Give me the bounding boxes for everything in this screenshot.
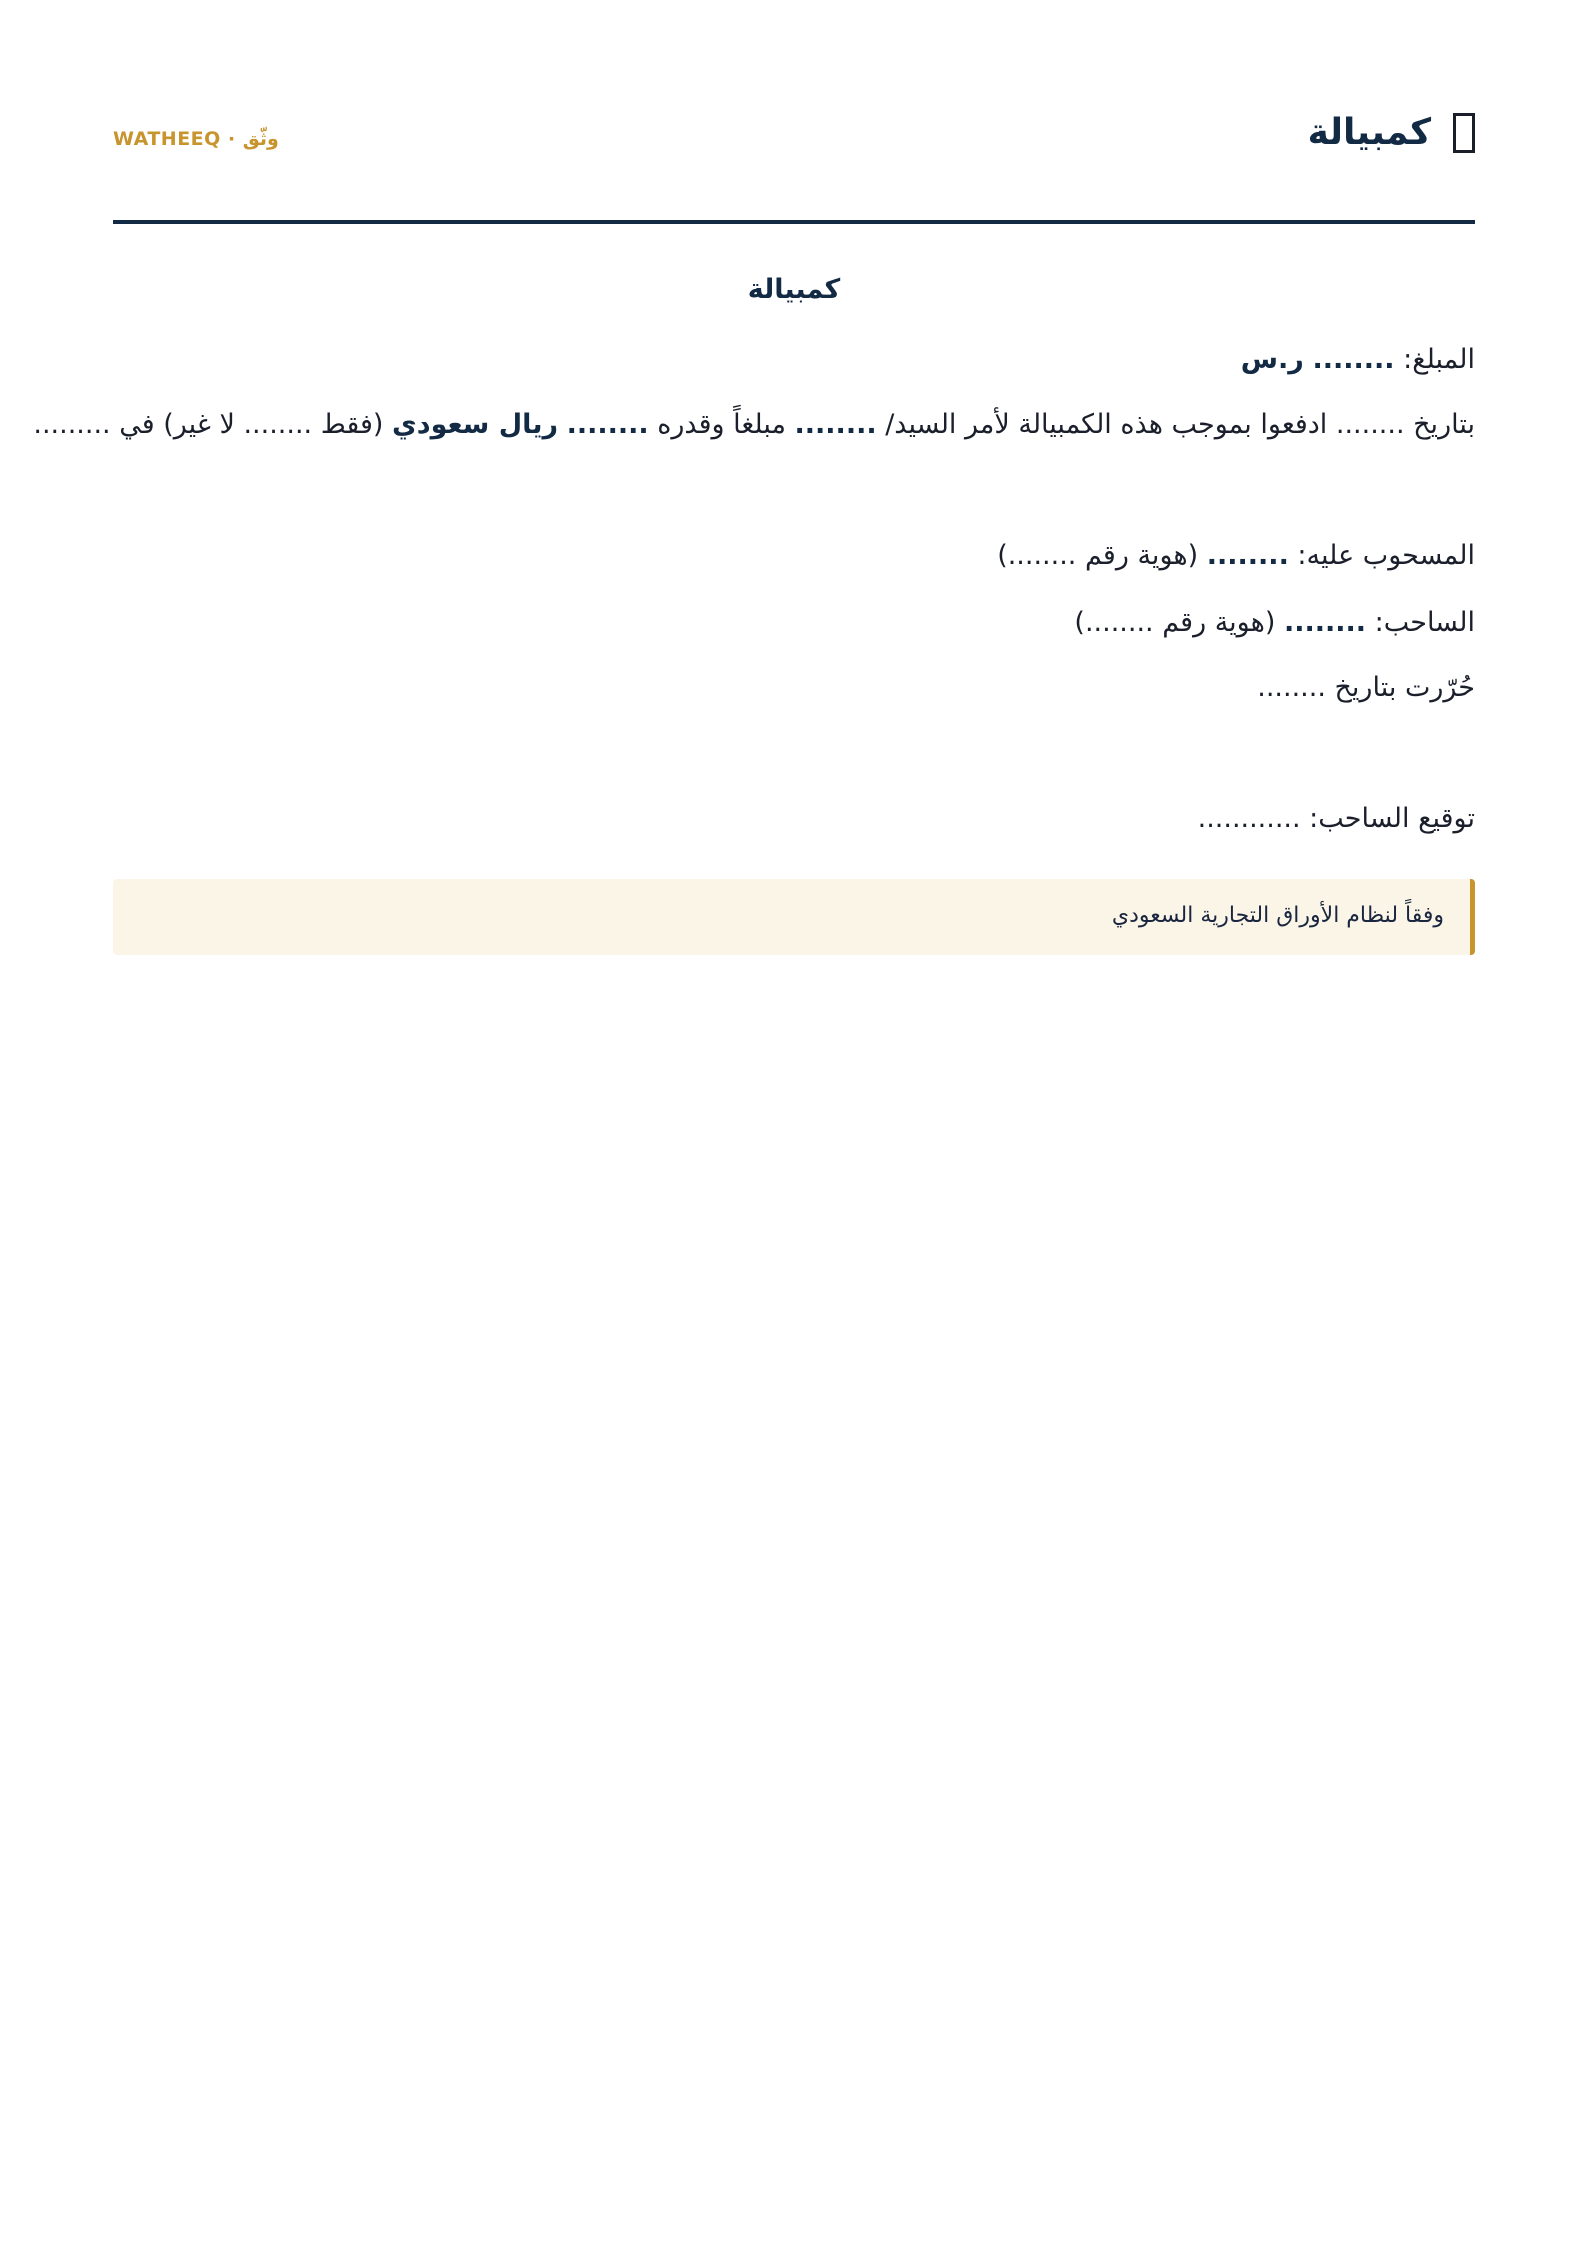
drawee-line — [113, 538, 1475, 573]
brand-en: WATHEEQ — [113, 128, 221, 150]
bill-text-part-2: مبلغاً وقدره — [657, 409, 786, 441]
bill-text-part-3: (فقط ........ لا غير) في ......... — [33, 409, 384, 441]
payee-blank: ........ — [794, 409, 877, 441]
currency-words: ريال سعودي — [392, 409, 558, 441]
drawer-blank: ........ — [1284, 607, 1367, 639]
drawer-id: (هوية رقم ........) — [1074, 607, 1276, 639]
issued-date-line: حُرّرت بتاريخ ........ — [1257, 672, 1475, 704]
page-title: كمبيالة — [1307, 112, 1431, 153]
brand-ar: وثّق — [242, 128, 279, 150]
drawee-label: المسحوب عليه: — [1297, 540, 1475, 572]
amount-words-blank: ........ — [566, 409, 649, 441]
document-body — [33, 272, 1475, 955]
legal-note-text: وفقاً لنظام الأوراق التجارية السعودي — [1111, 903, 1444, 929]
amount-blank: ........ — [1312, 344, 1395, 375]
drawer-line — [113, 605, 1475, 640]
drawer-signature-line: توقيع الساحب: ............ — [1197, 803, 1475, 835]
document-heading: كمبيالة — [747, 274, 841, 305]
document-header — [113, 0, 1475, 224]
amount-currency: ر.س — [1240, 344, 1304, 375]
drawee-blank: ........ — [1206, 540, 1289, 572]
document-icon — [1453, 113, 1475, 153]
legal-note — [113, 879, 1475, 955]
brand-separator: · — [220, 128, 243, 150]
brand-label — [113, 128, 279, 150]
bill-text-part-1: بتاريخ ........ ادفعوا بموجب هذه الكمبيالة لأمر السيد/ — [885, 409, 1475, 441]
amount-line — [113, 342, 1475, 377]
amount-label: المبلغ: — [1403, 344, 1475, 375]
drawer-label: الساحب: — [1374, 607, 1475, 639]
bill-text-line — [33, 407, 1475, 442]
header-title-group — [1308, 112, 1475, 153]
drawee-id: (هوية رقم ........) — [997, 540, 1199, 572]
